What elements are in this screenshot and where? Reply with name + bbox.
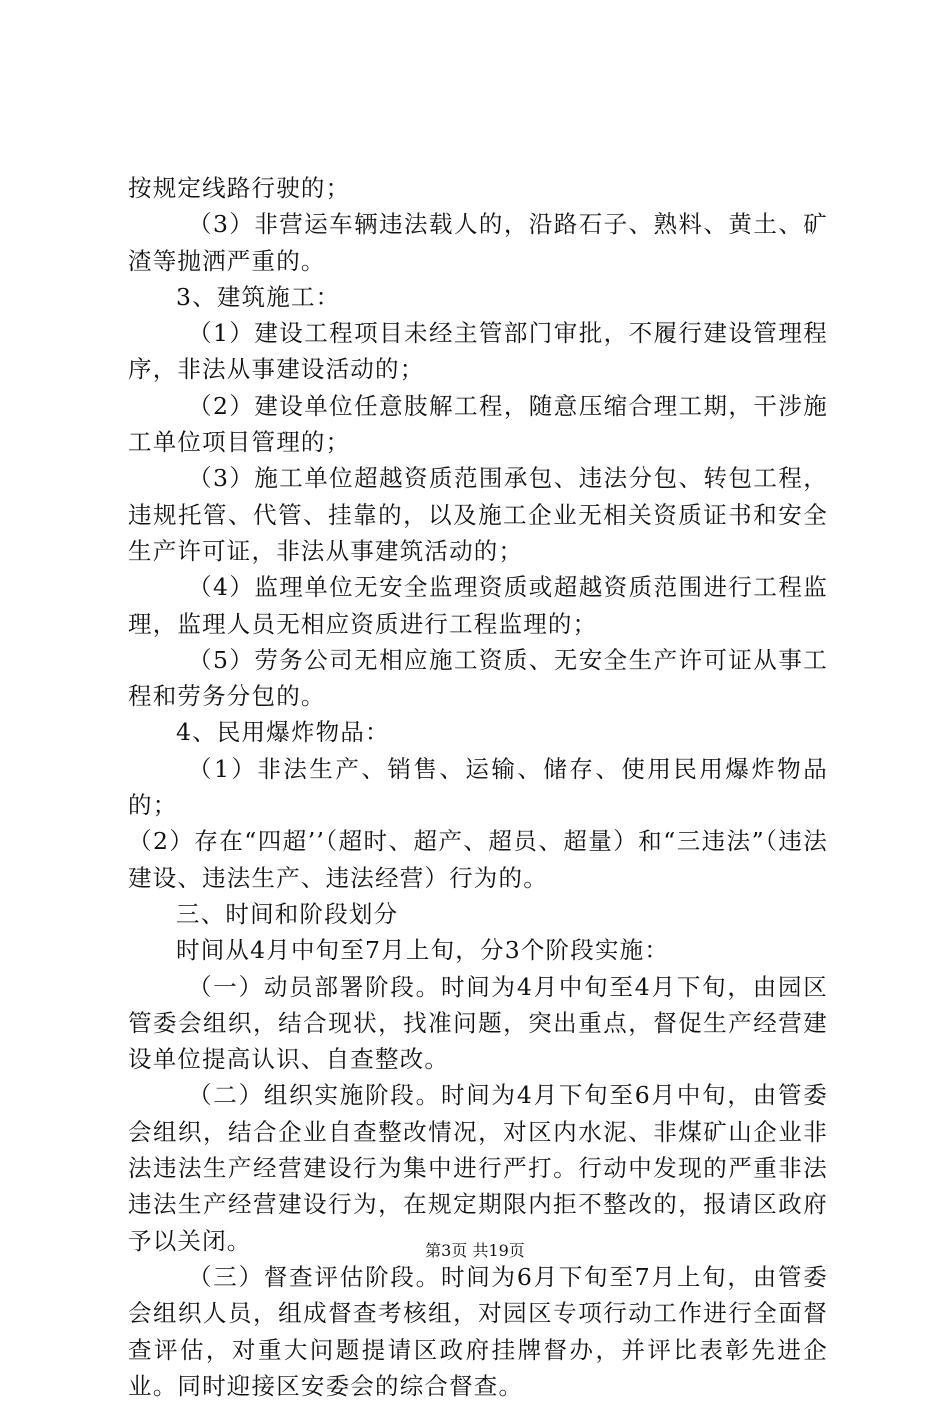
paragraph: （2）存在“四超’’（超时、超产、超员、超量）和“三违法”（违法建设、违法生产、违法经营）行为的。 <box>128 827 828 892</box>
section-heading: 三、时间和阶段划分 <box>176 899 399 928</box>
paragraph: （3）施工单位超越资质范围承包、违法分包、转包工程，违规托管、代管、挂靠的，以及施工企业无相关资质证书和安全生产许可证，非法从事建筑活动的； <box>128 464 828 565</box>
paragraph: 时间从4月中旬至7月上旬，分3个阶段实施： <box>176 936 670 965</box>
paragraph: （1）非法生产、销售、运输、储存、使用民用爆炸物品的； <box>128 754 828 820</box>
paragraph: （二）组织实施阶段。时间为4月下旬至6月中旬，由管委会组织，结合企业自查整改情况，对区内水泥、非煤矿山企业非法违法生产经营建设行为集中进行严打。行动中发现的严重非法违法生产经营建设行为，在规定期限内拒不整改的，报请区政府予以关闭。 <box>128 1081 828 1255</box>
page-footer: 第3页 共19页 <box>425 1241 525 1260</box>
section-heading: 4、民用爆炸物品： <box>176 718 390 747</box>
paragraph: 按规定线路行驶的； <box>128 174 351 202</box>
paragraph: （4）监理单位无安全监理资质或超越资质范围进行工程监理，监理人员无相应资质进行工程监理的； <box>128 573 828 638</box>
paragraph: （2）建设单位任意肢解工程，随意压缩合理工期，干涉施工单位项目管理的； <box>128 391 828 457</box>
paragraph: （1）建设工程项目未经主管部门审批，不履行建设管理程序，非法从事建设活动的； <box>128 319 828 384</box>
paragraph: （5）劳务公司无相应施工资质、无安全生产许可证从事工程和劳务分包的。 <box>128 645 828 711</box>
paragraph: （三）督查评估阶段。时间为6月下旬至7月上旬，由管委会组织人员，组成督查考核组，对园区专项行动工作进行全面督查评估，对重大问题提请区政府挂牌督办，并评比表彰先进企业。同时迎接区安委会的综合督查。 <box>128 1262 828 1400</box>
section-heading: 3、建筑施工： <box>176 282 341 311</box>
paragraph: （3）非营运车辆违法载人的，沿路石子、熟料、黄土、矿渣等抛洒严重的。 <box>128 210 828 275</box>
paragraph: （一）动员部署阶段。时间为4月中旬至4月下旬，由园区管委会组织，结合现状，找准问题，突出重点，督促生产经营建设单位提高认识、自查整改。 <box>128 972 828 1074</box>
document-body <box>128 170 828 1404</box>
